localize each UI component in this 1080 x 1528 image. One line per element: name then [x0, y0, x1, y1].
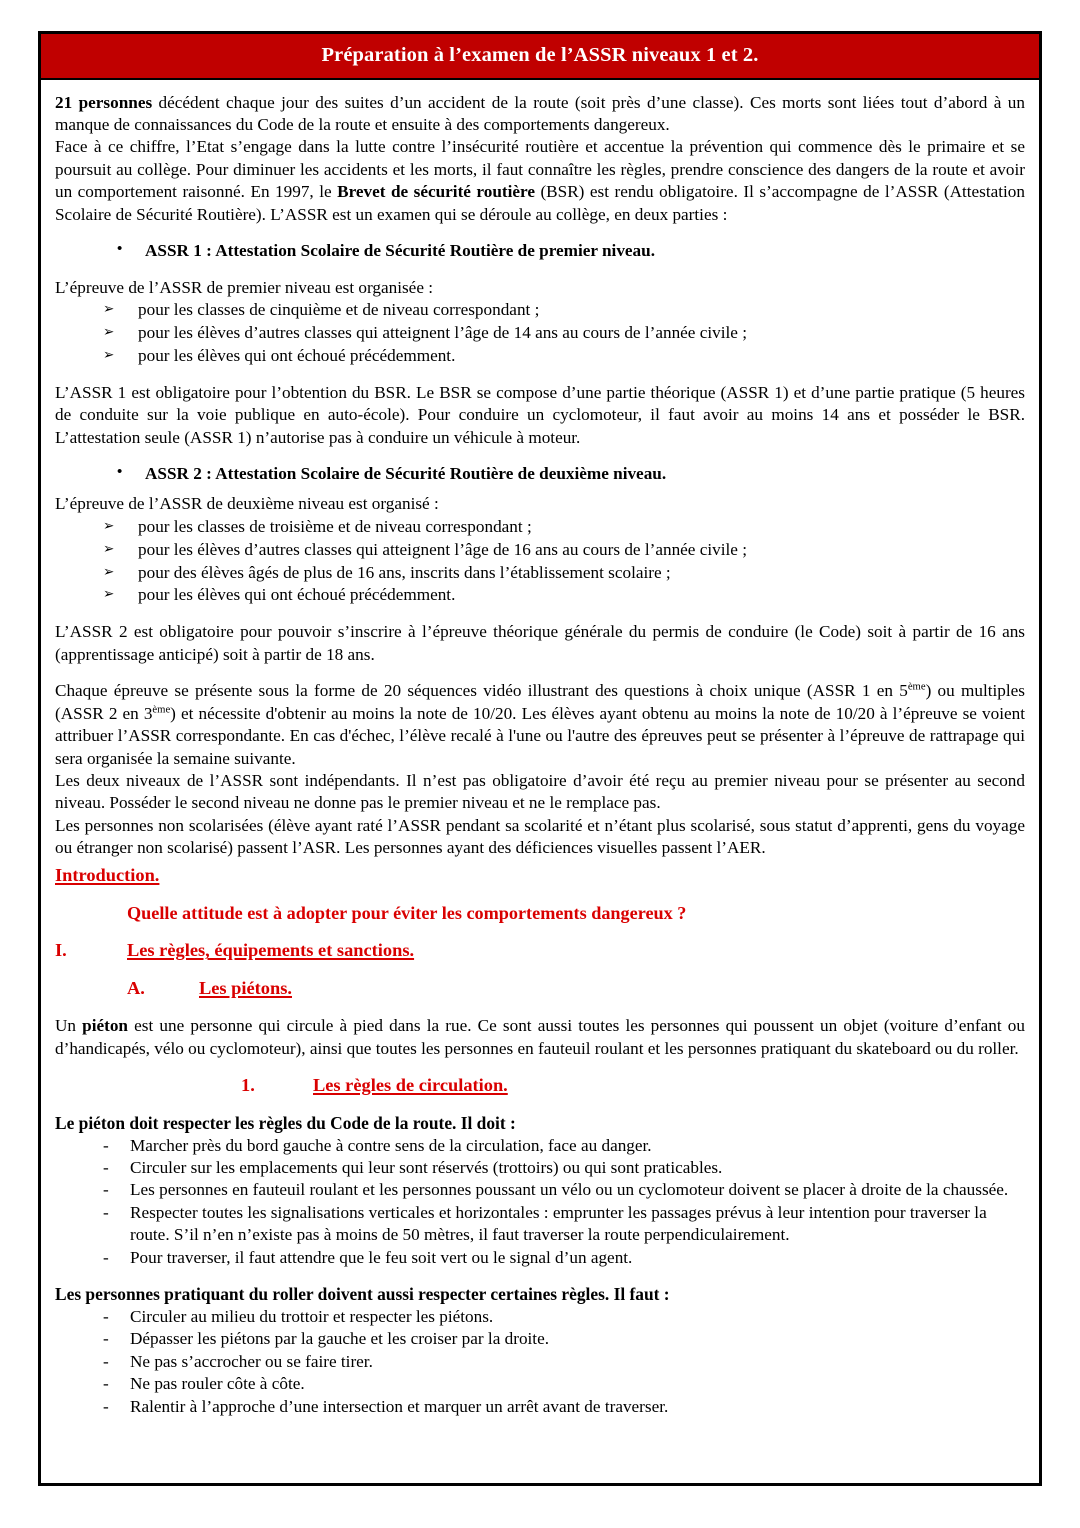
arrow-bullet-icon: ➢ — [103, 563, 115, 580]
list-item — [55, 1396, 1025, 1418]
list-item-label: pour des élèves âgés de plus de 16 ans, inscrits dans l’établissement scolaire ; — [138, 562, 671, 582]
list-item — [103, 584, 1025, 607]
epreuve-paragraph-1 — [55, 680, 1025, 770]
heading-section-1-number: 1. — [241, 1074, 255, 1095]
heading-section-1-label: Les règles de circulation. — [313, 1074, 508, 1095]
heading-section-I — [55, 939, 1025, 963]
assr2-paragraph: L’ASSR 2 est obligatoire pour pouvoir s’inscrire à l’épreuve théorique générale du permis de conduire (le Code) soit à partir de 16 ans (apprentissage anticipé) soit à partir de 18 ans. — [55, 622, 1025, 664]
list-item — [103, 345, 1025, 368]
list-item — [103, 299, 1025, 322]
bsr-bold-term: Brevet de sécurité routière — [337, 182, 535, 202]
intro-paragraph-2 — [55, 136, 1025, 226]
dash-bullet-icon: - — [103, 1396, 109, 1416]
list-item — [103, 322, 1025, 345]
list-item-label: pour les élèves qui ont échoué précédemment. — [138, 585, 456, 605]
spacer — [55, 449, 1025, 463]
spacer — [55, 925, 1025, 939]
list-item-label: Circuler sur les emplacements qui leur sont réservés (trottoirs) ou qui sont praticables. — [130, 1158, 723, 1178]
arrow-bullet-icon: ➢ — [103, 540, 115, 557]
list-item-label: Dépasser les piétons par la gauche et les croiser par la droite. — [130, 1329, 550, 1349]
intro-paragraph-2a: Face à ce chiffre, l’Etat s’engage dans la lutte contre l’insécurité routière et accentue la prévention qui commence dès le primaire et se poursuit au collège. Pour diminuer les accidents et les morts, il faut connaître les règles, prendre conscience des dangers de la route et avoir un comportement raisonné. En 1997, le — [55, 137, 1025, 202]
spacer — [55, 888, 1025, 902]
list-item — [103, 539, 1025, 562]
pieton-definition — [55, 1015, 1025, 1060]
rules-roller-lead: Les personnes pratiquant du roller doivent aussi respecter certaines règles. Il faut : — [55, 1284, 670, 1305]
list-item — [55, 1202, 1025, 1247]
heading-section-A-number: A. — [127, 978, 145, 999]
list-item-label: pour les élèves d’autres classes qui atteignent l’âge de 14 ans au cours de l’année civile ; — [138, 322, 747, 342]
list-item-label: pour les classes de cinquième et de niveau correspondant ; — [138, 300, 540, 319]
spacer — [55, 666, 1025, 680]
spacer — [55, 368, 1025, 382]
pieton-def-a: Un — [55, 1016, 83, 1036]
list-item — [55, 1247, 1025, 1269]
document-page — [38, 31, 1042, 1486]
list-item-label: Ralentir à l’approche d’une intersection et marquer un arrêt avant de traverser. — [130, 1396, 669, 1416]
arrow-bullet-icon: ➢ — [103, 301, 115, 317]
list-item — [103, 516, 1025, 539]
rules-pieton-lead: Le piéton doit respecter les règles du Code de la route. Il doit : — [55, 1112, 516, 1133]
intro-paragraph-1-text: décédent chaque jour des suites d’un accident de la route (soit près d’une classe). Ces morts sont liées tout d’abord à un manque de connaissances du Code de la route et ensuite à des comportements dangereux. — [55, 92, 1025, 134]
dash-bullet-icon: - — [103, 1374, 109, 1394]
list-item-label: pour les classes de troisième et de niveau correspondant ; — [138, 516, 532, 536]
intro-paragraph-1 — [55, 92, 1025, 137]
dash-bullet-icon: - — [103, 1135, 109, 1155]
dash-bullet-icon: - — [103, 1329, 109, 1349]
bullet-dot-icon: • — [117, 463, 123, 480]
pieton-bold-term: piéton — [82, 1016, 128, 1036]
epreuve-paragraph-2: Les deux niveaux de l’ASSR sont indépendants. Il n’est pas obligatoire d’avoir été reçu au premier niveau pour se présenter au second niveau. Posséder le second niveau ne donne pas le premier niveau et ne le remplace pas. — [55, 770, 1025, 813]
heading-section-I-number: I. — [55, 940, 67, 961]
spacer — [55, 1001, 1025, 1015]
heading-question: Quelle attitude est à adopter pour éviter les comportements dangereux ? — [127, 902, 687, 923]
spacer — [55, 1098, 1025, 1112]
spacer — [55, 485, 1025, 493]
list-item-label: Pour traverser, il faut attendre que le feu soit vert ou le signal d’un agent. — [130, 1247, 633, 1267]
heading-section-I-label: Les règles, équipements et sanctions. — [127, 940, 415, 961]
arrow-bullet-icon: ➢ — [103, 586, 115, 603]
spacer — [55, 226, 1025, 240]
superscript-eme-1: ème — [907, 681, 926, 693]
list-item — [103, 562, 1025, 585]
heading-introduction — [55, 864, 1025, 888]
assr1-paragraph: L’ASSR 1 est obligatoire pour l’obtention du BSR. Le BSR se compose d’une partie théorique (ASSR 1) et d’une partie pratique (5 heures de conduite sur la voie publique en auto-école). Pour conduire un cyclomoteur, il faut avoir au moins 14 ans et posséder le BSR. L’attestation seule (ASSR 1) n’autorise pas à conduire un véhicule à moteur. — [55, 382, 1025, 447]
dash-bullet-icon: - — [103, 1247, 109, 1267]
list-item-label: Marcher près du bord gauche à contre sens de la circulation, face au danger. — [130, 1135, 652, 1155]
pieton-def-b: est une personne qui circule à pied dans la rue. Ce sont aussi toutes les personnes qui poussent un objet (voiture d’enfant ou d’handicapés, vélo ou cyclomoteur), ainsi que toutes les personnes en fauteuil roulant et les personnes pratiquant du skateboard ou du roller. — [55, 1016, 1025, 1058]
spacer — [55, 263, 1025, 277]
dash-bullet-icon: - — [103, 1351, 109, 1371]
list-item — [55, 1306, 1025, 1328]
arrow-bullet-icon: ➢ — [103, 323, 115, 340]
document-body — [41, 80, 1039, 1419]
heading-section-A — [127, 977, 1025, 1001]
assr1-bullet — [117, 240, 1025, 262]
assr1-bullet-label: ASSR 1 : Attestation Scolaire de Sécurité Routière de premier niveau. — [145, 241, 655, 261]
list-item-label: Respecter toutes les signalisations verticales et horizontales : emprunter les passages prévus à leur intention pour traverser la route. S’il n’en n’existe pas à moins de 50 mètres, il faut traverser la route perpendiculairement. — [130, 1202, 987, 1245]
epreuve-text-b: ) ou multiples (ASSR 2 en 3 — [55, 681, 1025, 723]
list-item — [55, 1328, 1025, 1350]
list-item — [55, 1373, 1025, 1395]
assr2-bullet — [117, 463, 1025, 485]
list-item — [55, 1179, 1025, 1201]
intro-paragraph-2b: (BSR) est rendu obligatoire. Il s’accompagne de l’ASSR (Attestation Scolaire de Sécurité Routière). L’ASSR est un examen qui se déroule au collège, en deux parties : — [55, 182, 1025, 224]
list-item-label: Circuler au milieu du trottoir et respecter les piétons. — [130, 1306, 494, 1326]
spacer — [55, 963, 1025, 977]
epreuve-text-a: Chaque épreuve se présente sous la forme de 20 séquences vidéo illustrant des questions à choix unique (ASSR 1 en 5 — [55, 681, 908, 701]
heading-section-1 — [241, 1074, 1025, 1098]
list-item — [55, 1157, 1025, 1179]
assr2-lead: L’épreuve de l’ASSR de deuxième niveau est organisé : — [55, 494, 439, 514]
dash-bullet-icon: - — [103, 1202, 109, 1222]
assr1-lead: L’épreuve de l’ASSR de premier niveau est organisée : — [55, 277, 434, 297]
heading-section-A-label: Les piétons. — [199, 978, 292, 999]
arrow-bullet-icon: ➢ — [103, 517, 115, 534]
epreuve-paragraph-3: Les personnes non scolarisées (élève ayant raté l’ASSR pendant sa scolarité et n’étant plus scolarisé, sous statut d’apprenti, gens du voyage ou étranger non scolarisé) passent l’ASR. Les personnes ayant des déficiences visuelles passent l’AER. — [55, 815, 1025, 858]
assr2-bullet-label: ASSR 2 : Attestation Scolaire de Sécurité Routière de deuxième niveau. — [145, 463, 667, 483]
list-item — [55, 1351, 1025, 1373]
dash-bullet-icon: - — [103, 1306, 109, 1326]
epreuve-text-c: ) et nécessite d'obtenir au moins la note de 10/20. Les élèves ayant obtenu au moins la note de 10/20 à l’épreuve se voient attribuer l’ASSR correspondante. En cas d'échec, l’élève recalé à l'une ou l'autre des épreuves peut se présenter à l’épreuve de rattrapage qui sera organisée la semaine suivante. — [55, 703, 1025, 768]
list-item-label: pour les élèves qui ont échoué précédemment. — [138, 345, 456, 365]
spacer — [55, 1269, 1025, 1283]
list-item — [55, 1135, 1025, 1157]
arrow-bullet-icon: ➢ — [103, 346, 115, 363]
list-item-label: Les personnes en fauteuil roulant et les personnes poussant un vélo ou un cyclomoteur doivent se placer à droite de la chaussée. — [130, 1180, 1009, 1200]
page-title: Préparation à l’examen de l’ASSR niveaux 1 et 2. — [41, 34, 1039, 80]
list-item-label: pour les élèves d’autres classes qui atteignent l’âge de 16 ans au cours de l’année civile ; — [138, 539, 747, 559]
superscript-eme-2: ème — [152, 703, 171, 715]
spacer — [55, 1060, 1025, 1074]
list-item-label: Ne pas rouler côte à côte. — [130, 1374, 305, 1394]
list-item-label: Ne pas s’accrocher ou se faire tirer. — [130, 1351, 373, 1371]
dash-bullet-icon: - — [103, 1158, 109, 1178]
spacer — [55, 607, 1025, 621]
dash-bullet-icon: - — [103, 1180, 109, 1200]
heading-introduction-label: Introduction. — [55, 864, 160, 885]
bullet-dot-icon: • — [117, 241, 123, 258]
intro-bold-lead: 21 personnes — [55, 92, 153, 112]
